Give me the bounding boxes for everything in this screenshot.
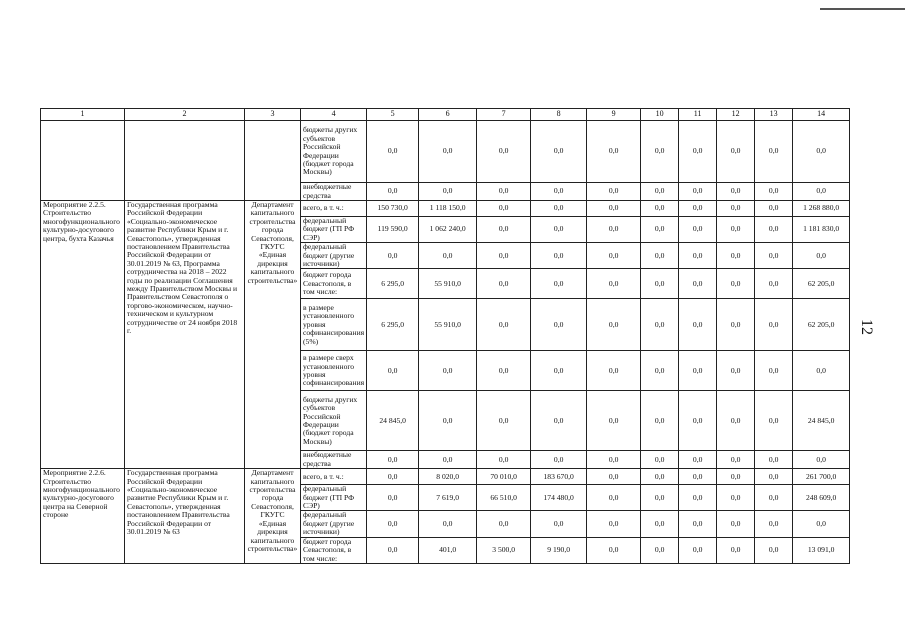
value-cell: 70 010,0 <box>477 469 531 485</box>
value-cell: 0,0 <box>717 469 755 485</box>
value-cell: 0,0 <box>717 121 755 183</box>
value-cell: 0,0 <box>717 511 755 537</box>
value-cell: 119 590,0 <box>367 217 419 243</box>
value-cell: 0,0 <box>717 217 755 243</box>
value-cell: 0,0 <box>679 469 717 485</box>
header-cell: 13 <box>755 109 793 121</box>
value-cell: 24 845,0 <box>367 391 419 451</box>
value-cell: 0,0 <box>755 485 793 511</box>
value-cell: 0,0 <box>641 269 679 299</box>
value-cell: 0,0 <box>531 299 587 351</box>
header-cell: 7 <box>477 109 531 121</box>
value-cell: 0,0 <box>679 485 717 511</box>
funding-source: бюджеты других субъектов Российской Федерации (бюджет города Москвы) <box>301 121 367 183</box>
value-cell: 0,0 <box>679 217 717 243</box>
value-cell: 0,0 <box>367 469 419 485</box>
table-row <box>41 121 850 183</box>
value-cell: 0,0 <box>641 469 679 485</box>
value-cell: 0,0 <box>679 269 717 299</box>
value-cell: 0,0 <box>641 451 679 469</box>
value-cell: 0,0 <box>755 351 793 391</box>
value-cell: 0,0 <box>419 451 477 469</box>
value-cell: 0,0 <box>367 537 419 563</box>
value-cell: 0,0 <box>367 183 419 201</box>
header-cell: 6 <box>419 109 477 121</box>
value-cell: 0,0 <box>531 391 587 451</box>
value-cell: 55 910,0 <box>419 299 477 351</box>
value-cell: 0,0 <box>477 183 531 201</box>
value-cell: 0,0 <box>641 299 679 351</box>
header-row <box>41 109 850 121</box>
value-cell: 0,0 <box>717 201 755 217</box>
value-cell: 0,0 <box>755 217 793 243</box>
value-cell: 0,0 <box>367 511 419 537</box>
funding-source: всего, в т. ч.: <box>301 201 367 217</box>
funding-source: федеральный бюджет (другие источники) <box>301 243 367 269</box>
value-cell: 0,0 <box>755 511 793 537</box>
value-cell: 62 205,0 <box>793 269 850 299</box>
value-cell: 0,0 <box>755 269 793 299</box>
value-cell: 0,0 <box>641 243 679 269</box>
header-cell: 11 <box>679 109 717 121</box>
value-cell: 0,0 <box>641 217 679 243</box>
value-cell: 0,0 <box>679 351 717 391</box>
page-number: 12 <box>858 319 875 335</box>
value-cell: 6 295,0 <box>367 299 419 351</box>
value-cell: 0,0 <box>641 201 679 217</box>
value-cell: 0,0 <box>419 391 477 451</box>
value-cell: 1 181 830,0 <box>793 217 850 243</box>
value-cell: 0,0 <box>755 121 793 183</box>
value-cell: 0,0 <box>531 183 587 201</box>
value-cell: 0,0 <box>793 511 850 537</box>
value-cell: 0,0 <box>679 537 717 563</box>
value-cell: 0,0 <box>531 243 587 269</box>
value-cell: 0,0 <box>531 511 587 537</box>
value-cell: 0,0 <box>477 243 531 269</box>
value-cell: 0,0 <box>641 511 679 537</box>
table-row <box>41 469 850 485</box>
value-cell: 0,0 <box>477 269 531 299</box>
value-cell: 0,0 <box>531 201 587 217</box>
program-basis <box>125 121 245 201</box>
value-cell: 0,0 <box>717 299 755 351</box>
value-cell: 0,0 <box>367 243 419 269</box>
value-cell: 0,0 <box>793 351 850 391</box>
value-cell: 183 670,0 <box>531 469 587 485</box>
header-cell: 9 <box>587 109 641 121</box>
value-cell: 0,0 <box>477 511 531 537</box>
funding-source: бюджеты других субъектов Российской Федерации (бюджет города Москвы) <box>301 391 367 451</box>
value-cell: 0,0 <box>793 121 850 183</box>
funding-source: бюджет города Севастополя, в том числе: <box>301 269 367 299</box>
measure-name: Мероприятие 2.2.6. Строительство многофункционального культурно-досугового центра на Северной стороне <box>41 469 125 564</box>
value-cell: 0,0 <box>793 183 850 201</box>
value-cell: 55 910,0 <box>419 269 477 299</box>
funding-source: всего, в т. ч.: <box>301 469 367 485</box>
value-cell: 0,0 <box>717 485 755 511</box>
measure-name: Мероприятие 2.2.5. Строительство многофункционального культурно-досугового центра, бухта Казачья <box>41 201 125 469</box>
value-cell: 0,0 <box>531 121 587 183</box>
value-cell: 0,0 <box>531 269 587 299</box>
value-cell: 0,0 <box>755 243 793 269</box>
funding-source: федеральный бюджет (другие источники) <box>301 511 367 537</box>
value-cell: 0,0 <box>587 299 641 351</box>
funding-source: внебюджетные средства <box>301 183 367 201</box>
header-cell: 10 <box>641 109 679 121</box>
header-cell: 4 <box>301 109 367 121</box>
funding-source: бюджет города Севастополя, в том числе: <box>301 537 367 563</box>
value-cell: 1 118 150,0 <box>419 201 477 217</box>
value-cell: 0,0 <box>793 451 850 469</box>
funding-source: внебюджетные средства <box>301 451 367 469</box>
value-cell: 0,0 <box>587 217 641 243</box>
value-cell: 0,0 <box>641 391 679 451</box>
value-cell: 62 205,0 <box>793 299 850 351</box>
value-cell: 401,0 <box>419 537 477 563</box>
value-cell: 0,0 <box>477 391 531 451</box>
header-cell: 8 <box>531 109 587 121</box>
value-cell: 8 020,0 <box>419 469 477 485</box>
value-cell: 0,0 <box>717 351 755 391</box>
value-cell: 0,0 <box>587 391 641 451</box>
value-cell: 0,0 <box>679 121 717 183</box>
table-row <box>41 201 850 217</box>
value-cell: 174 480,0 <box>531 485 587 511</box>
budget-table <box>40 108 850 564</box>
responsible-executor: Департамент капитального строительства города Севастополя, ГКУГС «Единая дирекция капитального строительства» <box>245 201 301 469</box>
value-cell: 0,0 <box>755 451 793 469</box>
value-cell: 0,0 <box>717 183 755 201</box>
value-cell: 1 268 880,0 <box>793 201 850 217</box>
value-cell: 0,0 <box>793 243 850 269</box>
value-cell: 0,0 <box>419 121 477 183</box>
top-rule <box>820 8 905 10</box>
value-cell: 0,0 <box>419 511 477 537</box>
value-cell: 0,0 <box>367 451 419 469</box>
value-cell: 0,0 <box>419 183 477 201</box>
value-cell: 0,0 <box>641 121 679 183</box>
value-cell: 0,0 <box>755 391 793 451</box>
value-cell: 0,0 <box>679 201 717 217</box>
value-cell: 0,0 <box>641 351 679 391</box>
header-cell: 1 <box>41 109 125 121</box>
value-cell: 0,0 <box>587 485 641 511</box>
funding-source: федеральный бюджет (ГП РФ СЭР) <box>301 217 367 243</box>
value-cell: 0,0 <box>587 511 641 537</box>
value-cell: 24 845,0 <box>793 391 850 451</box>
value-cell: 0,0 <box>587 183 641 201</box>
value-cell: 0,0 <box>755 537 793 563</box>
value-cell: 0,0 <box>587 469 641 485</box>
funding-source: федеральный бюджет (ГП РФ СЭР) <box>301 485 367 511</box>
value-cell: 0,0 <box>477 299 531 351</box>
value-cell: 0,0 <box>587 201 641 217</box>
program-basis: Государственная программа Российской Федерации «Социально-экономическое развитие Республики Крым и г. Севастополь», утвержденная постановлением Правительства Российской Федерации от 30.01.2019 № 63 <box>125 469 245 564</box>
value-cell: 261 700,0 <box>793 469 850 485</box>
value-cell: 9 190,0 <box>531 537 587 563</box>
value-cell: 7 619,0 <box>419 485 477 511</box>
value-cell: 0,0 <box>717 451 755 469</box>
value-cell: 0,0 <box>531 451 587 469</box>
value-cell: 0,0 <box>587 121 641 183</box>
value-cell: 0,0 <box>477 217 531 243</box>
value-cell: 0,0 <box>531 351 587 391</box>
value-cell: 6 295,0 <box>367 269 419 299</box>
value-cell: 150 730,0 <box>367 201 419 217</box>
value-cell: 0,0 <box>679 183 717 201</box>
header-cell: 14 <box>793 109 850 121</box>
funding-source: в размере установленного уровня софинансирования (5%) <box>301 299 367 351</box>
value-cell: 0,0 <box>367 121 419 183</box>
value-cell: 0,0 <box>641 183 679 201</box>
value-cell: 1 062 240,0 <box>419 217 477 243</box>
responsible-executor: Департамент капитального строительства города Севастополя, ГКУГС «Единая дирекция капитального строительства» <box>245 469 301 564</box>
header-cell: 5 <box>367 109 419 121</box>
value-cell: 0,0 <box>587 537 641 563</box>
value-cell: 0,0 <box>587 451 641 469</box>
value-cell: 0,0 <box>587 351 641 391</box>
value-cell: 3 500,0 <box>477 537 531 563</box>
responsible-executor <box>245 121 301 201</box>
header-cell: 2 <box>125 109 245 121</box>
value-cell: 0,0 <box>755 201 793 217</box>
value-cell: 0,0 <box>367 485 419 511</box>
value-cell: 0,0 <box>717 243 755 269</box>
value-cell: 0,0 <box>679 451 717 469</box>
value-cell: 0,0 <box>641 537 679 563</box>
program-basis: Государственная программа Российской Федерации «Социально-экономическое развитие Республики Крым и г. Севастополь», утвержденная постановлением Правительства Российской Федерации от 30.01.2019 № 63, Программа сотрудничества на 2018 – 2022 годы по реализации Соглашения между Правительством Москвы и Правительством Севастополя о торгово-экономическом, научно-техническом и культурном сотрудничестве от 24 ноября 2018 г. <box>125 201 245 469</box>
value-cell: 0,0 <box>641 485 679 511</box>
value-cell: 0,0 <box>717 269 755 299</box>
value-cell: 0,0 <box>755 469 793 485</box>
value-cell: 0,0 <box>679 511 717 537</box>
value-cell: 0,0 <box>531 217 587 243</box>
header-cell: 3 <box>245 109 301 121</box>
value-cell: 0,0 <box>587 269 641 299</box>
value-cell: 66 510,0 <box>477 485 531 511</box>
value-cell: 0,0 <box>477 451 531 469</box>
value-cell: 0,0 <box>679 243 717 269</box>
value-cell: 0,0 <box>679 299 717 351</box>
value-cell: 0,0 <box>755 299 793 351</box>
header-cell: 12 <box>717 109 755 121</box>
value-cell: 0,0 <box>477 351 531 391</box>
value-cell: 248 609,0 <box>793 485 850 511</box>
funding-source: в размере сверх установленного уровня софинансирования <box>301 351 367 391</box>
value-cell: 0,0 <box>755 183 793 201</box>
value-cell: 0,0 <box>717 537 755 563</box>
value-cell: 0,0 <box>367 351 419 391</box>
value-cell: 0,0 <box>419 243 477 269</box>
value-cell: 13 091,0 <box>793 537 850 563</box>
value-cell: 0,0 <box>679 391 717 451</box>
value-cell: 0,0 <box>419 351 477 391</box>
value-cell: 0,0 <box>717 391 755 451</box>
value-cell: 0,0 <box>587 243 641 269</box>
measure-name <box>41 121 125 201</box>
value-cell: 0,0 <box>477 121 531 183</box>
value-cell: 0,0 <box>477 201 531 217</box>
